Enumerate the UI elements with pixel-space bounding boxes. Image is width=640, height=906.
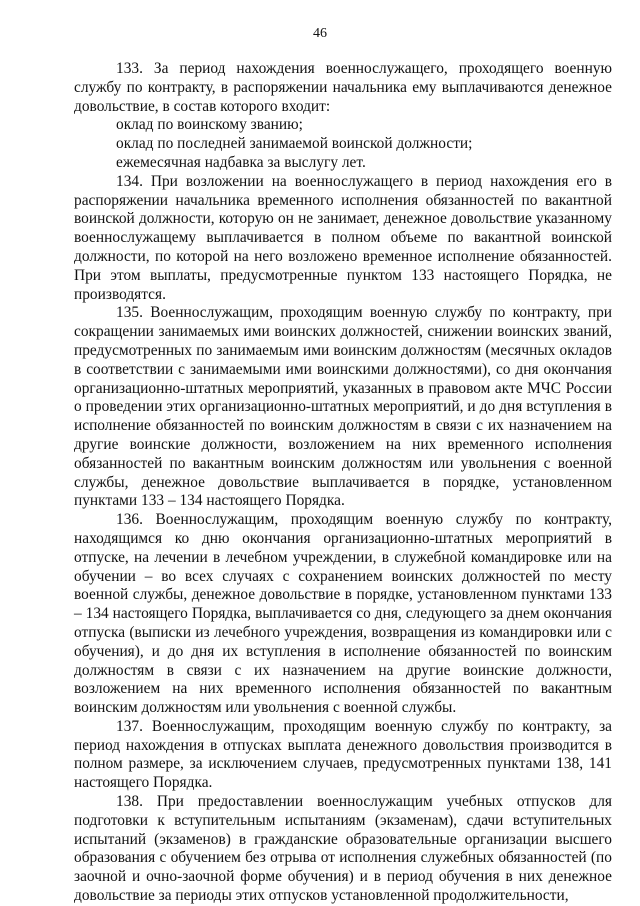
paragraph-137: 137. Военнослужащим, проходящим военную службу по контракту, за период нахождения в отпусках выплата денежного довольствия производится в полном размере, за исключением случаев, предусмотренных пунктами 138, 141 настоящего Порядка. [74, 717, 612, 792]
paragraph-136: 136. Военнослужащим, проходящим военную службу по контракту, находящимся ко дню окончания организационно-штатных мероприятий в отпуске, на лечении в лечебном учреждении, в служебной командировке или на обучении – во всех случаях с сохранением воинских должностей по месту военной службы, денежное довольствие в порядке, установленном пунктами 133 – 134 настоящего Порядка, выплачивается со дня, следующего за днем окончания отпуска (выписки из лечебного учреждения, возвращения из командировки или с обучения), и до дня их вступления в исполнение обязанностей по воинским должностям в связи с их назначением на другие воинские должности, возложением на них временного исполнения обязанностей по вакантным воинским должностям или увольнения с военной службы. [74, 511, 612, 717]
list-item-rank-salary: оклад по воинскому званию; [116, 116, 303, 134]
list-item-seniority-bonus: ежемесячная надбавка за выслугу лет. [116, 153, 366, 171]
paragraph-138: 138. При предоставлении военнослужащим учебных отпусков для подготовки к вступительным испытаниям (экзаменам), сдачи вступительных испытаний (экзаменов) в гражданские образовательные организации высшего образования с обучением без отрыва от исполнения служебных обязанностей (по заочной и очно-заочной форме обучения) и в период обучения в них денежное довольствие за периоды этих отпусков установленной продолжительности, [74, 793, 612, 905]
paragraph-133: 133. За период нахождения военнослужащего, проходящего военную службу по контракту, в распоряжении начальника ему выплачиваются денежное довольствие, в состав которого входит: [74, 60, 612, 115]
paragraph-135: 135. Военнослужащим, проходящим военную службу по контракту, при сокращении занимаемых ими воинских должностей, снижении воинских званий, предусмотренных по занимаемым ими воинским должностям (месячных окладов в соответствии с занимаемыми ими воинскими должностями), со дня окончания организационно-штатных мероприятий, указанных в правовом акте МЧС России о проведении этих организационно-штатных мероприятий, и до дня вступления в исполнение обязанностей по воинским должностям в связи с их назначением на другие воинские должности, возложением на них временного исполнения обязанностей по вакантным воинским должностям или увольнения с военной службы, денежное довольствие выплачивается в порядке, установленном пунктами 133 – 134 настоящего Порядка. [74, 304, 612, 510]
page-number: 46 [313, 26, 327, 41]
list-item-position-salary: оклад по последней занимаемой воинской должности; [116, 135, 473, 153]
document-body [74, 60, 612, 906]
paragraph-134: 134. При возложении на военнослужащего в период нахождения его в распоряжении начальника временного исполнения обязанностей по вакантной воинской должности, которую он не занимает, денежное довольствие указанному военнослужащему выплачивается в полном объеме по вакантной воинской должности, по которой на него возложено временное исполнение обязанностей. При этом выплаты, предусмотренные пунктом 133 настоящего Порядка, не производятся. [74, 172, 612, 303]
